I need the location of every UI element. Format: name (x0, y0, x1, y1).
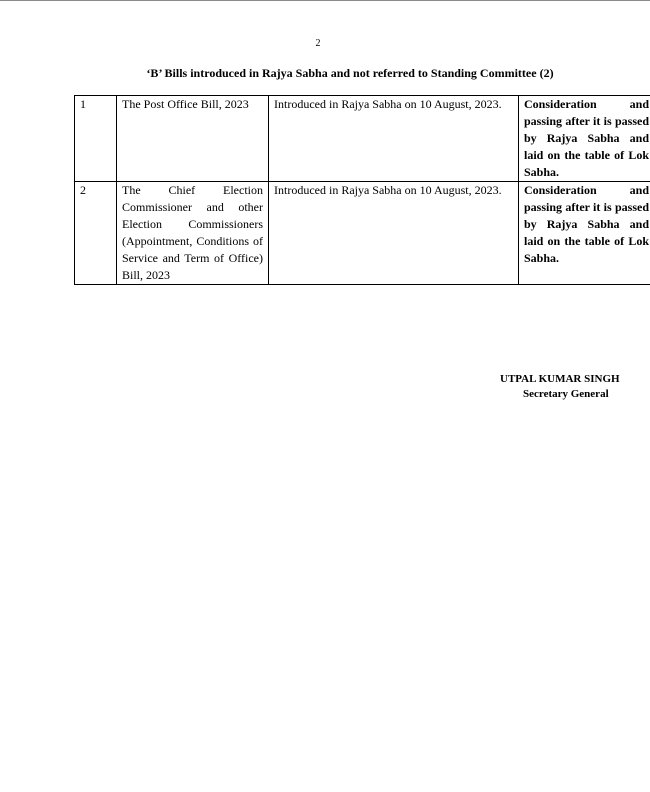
serial-number: 2 (75, 182, 117, 285)
bill-action: Consideration and passing after it is passed by Rajya Sabha and laid on the table of Lok Sabha. (519, 96, 650, 182)
bill-action: Consideration and passing after it is passed by Rajya Sabha and laid on the table of Lok Sabha. (519, 182, 650, 285)
table-row (75, 182, 650, 285)
top-rule (0, 0, 650, 1)
table-row (75, 96, 650, 182)
page-number: 2 (315, 38, 321, 49)
serial-number: 1 (75, 96, 117, 182)
signatory-name: UTPAL KUMAR SINGH (500, 373, 620, 385)
bill-status: Introduced in Rajya Sabha on 10 August, 2023. (269, 96, 519, 182)
document-heading: ‘B’ Bills introduced in Rajya Sabha and not referred to Standing Committee (2) (146, 66, 554, 80)
signatory-designation: Secretary General (523, 388, 609, 400)
bills-table (74, 95, 650, 285)
bill-status: Introduced in Rajya Sabha on 10 August, 2023. (269, 182, 519, 285)
bill-title: The Chief Election Commissioner and other Election Commissioners (Appointment, Conditions of Service and Term of Office) Bill, 2023 (117, 182, 269, 285)
bill-title: The Post Office Bill, 2023 (117, 96, 269, 182)
